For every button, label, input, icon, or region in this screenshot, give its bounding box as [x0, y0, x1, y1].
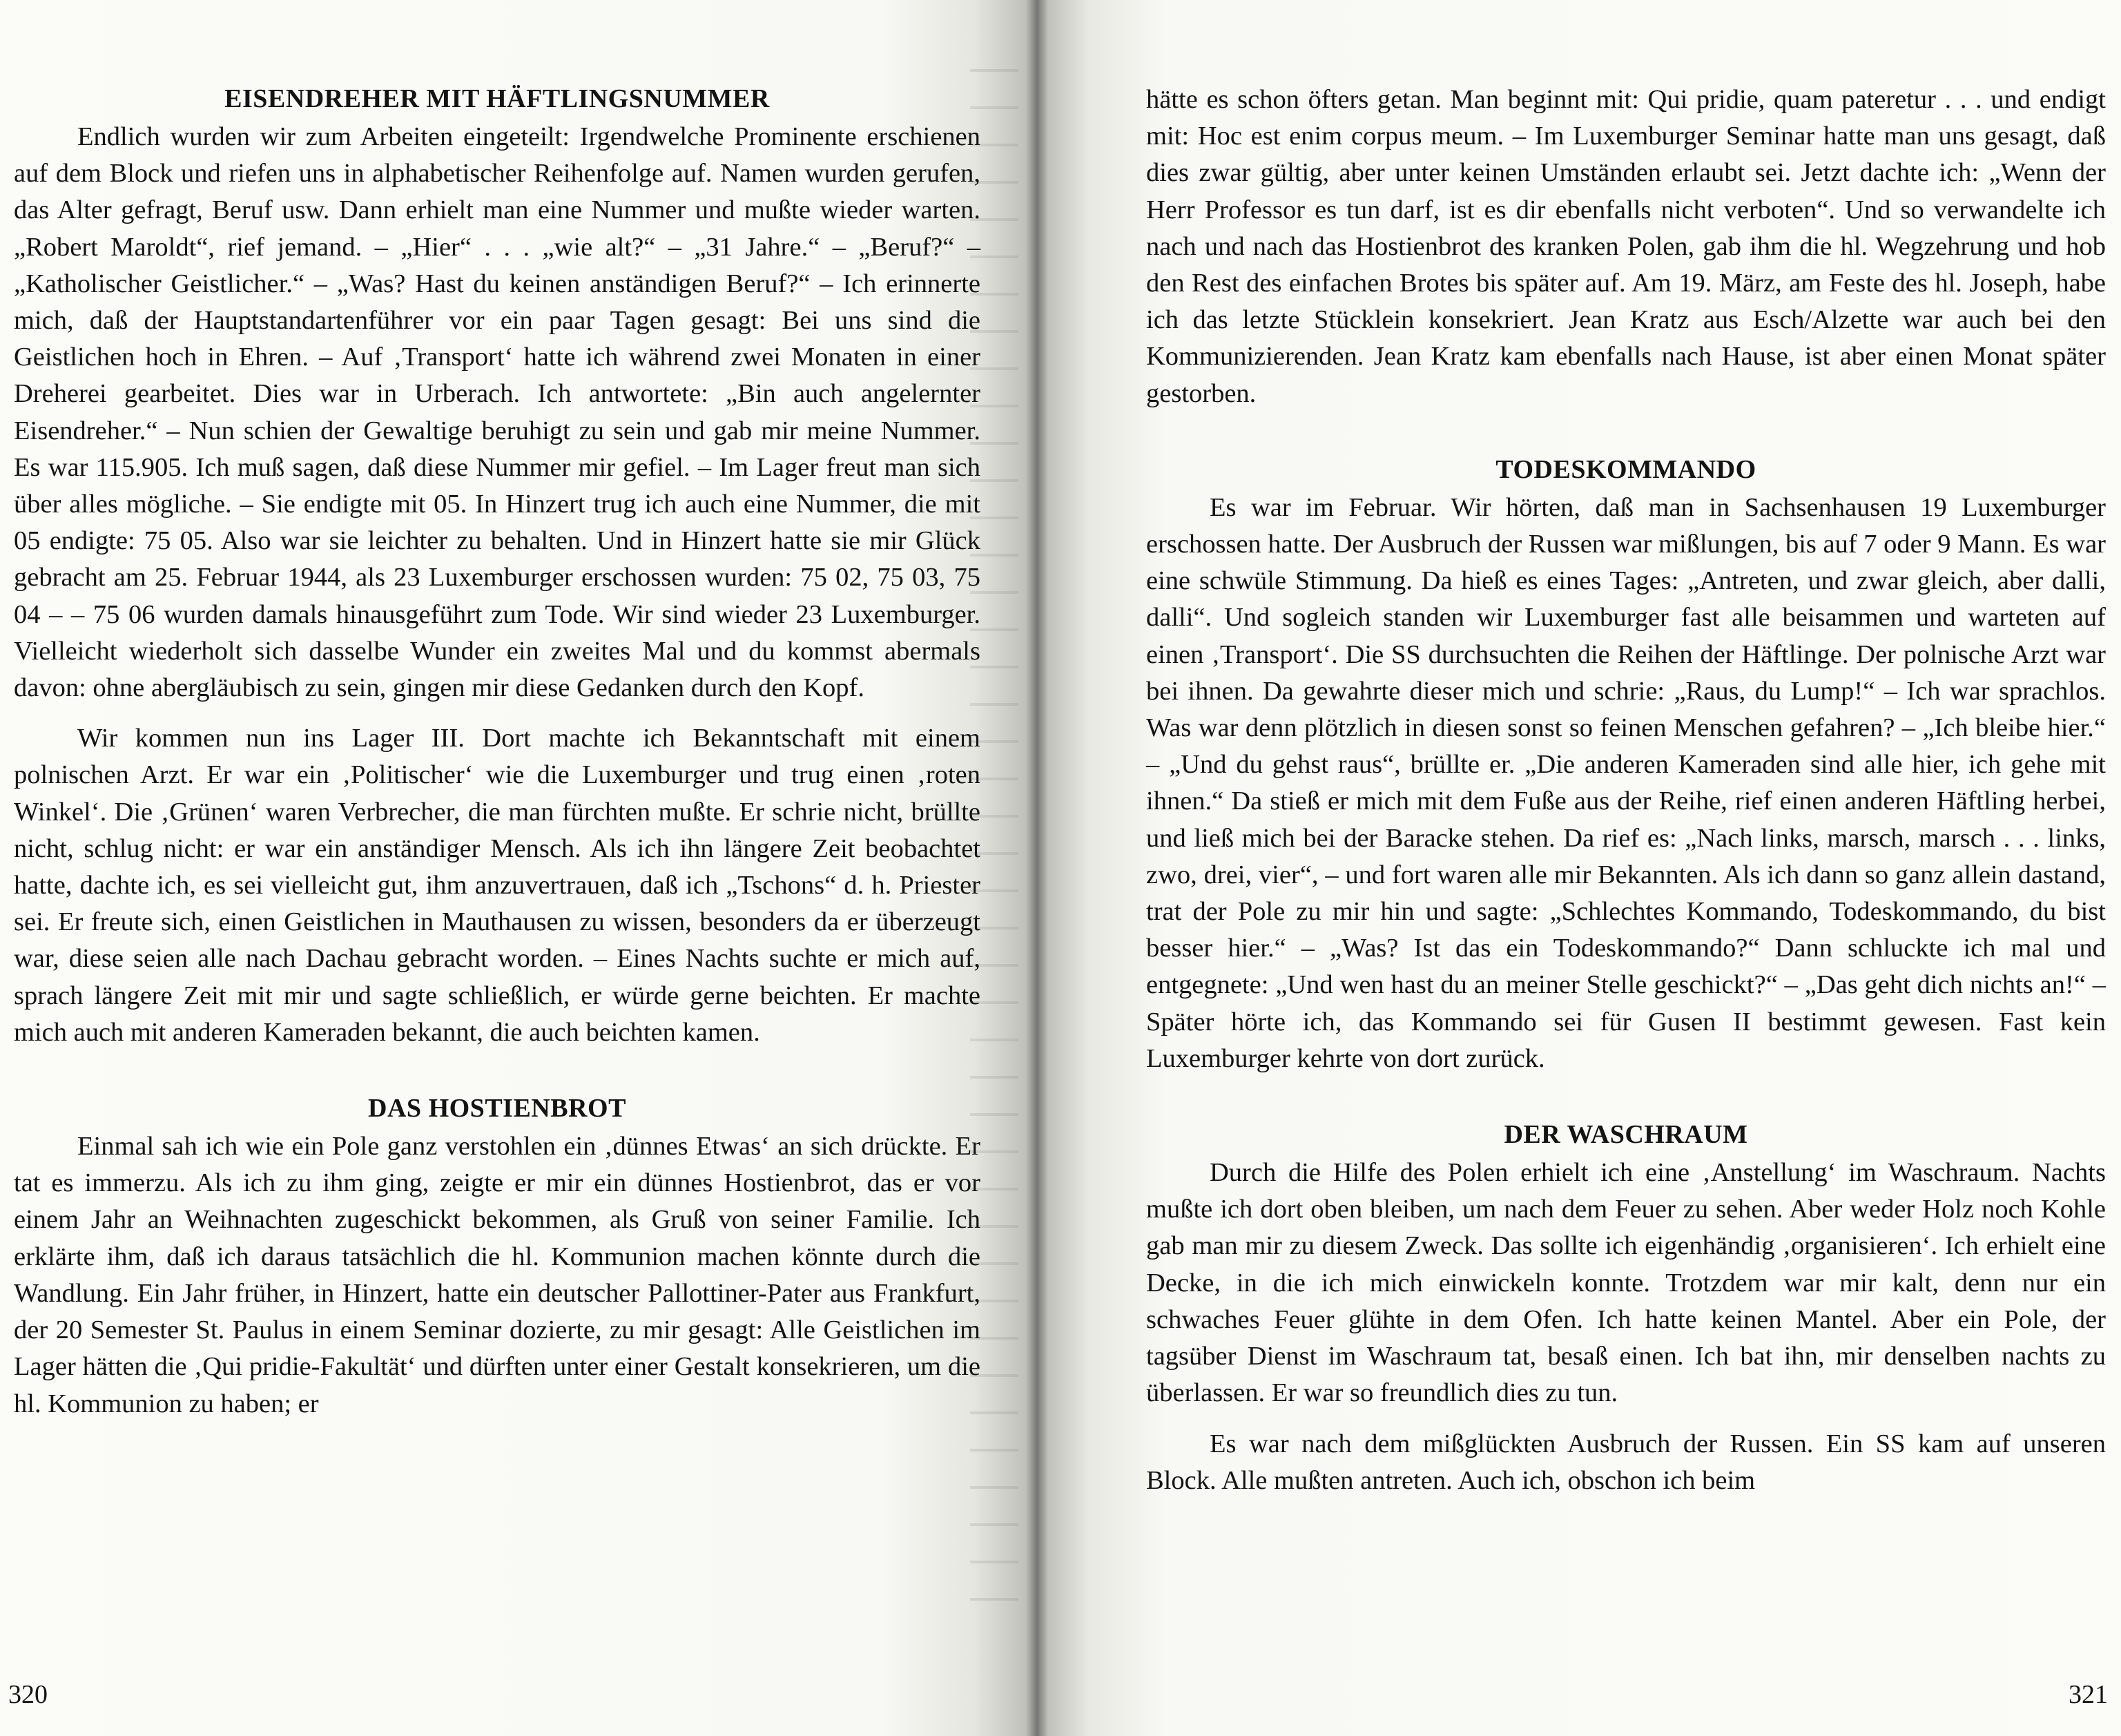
- right-page-text: [1146, 81, 2106, 1499]
- section-heading-eisendreher: EISENDREHER MIT HÄFTLINGSNUMMER: [224, 84, 770, 113]
- paragraph: Endlich wurden wir zum Arbeiten eingeteilt: Irgendwelche Prominente erschienen auf dem Block und riefen uns in alphabetischer Reihenfolge auf. Namen wurden gerufen, das Alter gefragt, Beruf usw. Dann erhielt man eine Nummer und mußte wieder warten. „Robert Maroldt“, rief jemand. – „Hier“ . . . „wie alt?“ – „31 Jahre.“ – „Beruf?“ – „Katholischer Geistlicher.“ – „Was? Hast du keinen anständigen Beruf?“ – Ich erinnerte mich, daß der Hauptstandartenführer vor ein paar Tagen gesagt: Bei uns sind die Geistlichen hoch in Ehren. – Auf ‚Transport‘ hatte ich während zwei Monaten in einer Dreherei gearbeitet. Dies war in Urberach. Ich antwortete: „Bin auch angelernter Eisendreher.“ – Nun schien der Gewaltige beruhigt zu sein und gab mir meine Nummer. Es war 115.905. Ich muß sagen, daß diese Nummer mir gefiel. – Im Lager freut man sich über alles mögliche. – Sie endigte mit 05. In Hinzert trug ich auch eine Nummer, die mit 05 endigte: 75 05. Also war sie leichter zu behalten. Und in Hinzert hatte sie mir Glück gebracht am 25. Februar 1944, als 23 Luxemburger erschossen wurden: 75 02, 75 03, 75 04 – – 75 06 wurden damals hinausgeführt zum Tode. Wir sind wieder 23 Luxemburger. Vielleicht wiederholt sich dasselbe Wunder ein zweites Mal und du kommst abermals davon: ohne abergläubisch zu sein, gingen mir diese Gedanken durch den Kopf.: [14, 122, 980, 703]
- section-heading-waschraum: DER WASCHRAUM: [1504, 1120, 1748, 1150]
- paragraph: Einmal sah ich wie ein Pole ganz verstohlen ein ‚dünnes Etwas‘ an sich drückte. Er tat es immerzu. Als ich zu ihm ging, zeigte er mir ein dünnes Hostienbrot, das er vor einem Jahr an Weihnachten zugeschickt bekommen, als Gruß von seiner Familie. Ich erklärte ihm, daß ich daraus tatsächlich die hl. Kommunion machen könnte durch die Wandlung. Ein Jahr früher, in Hinzert, hatte ein deutscher Pallottiner-Pater aus Frankfurt, der 20 Semester St. Paulus in einem Seminar dozierte, zu mir gesagt: Alle Geistlichen im Lager hätten die ‚Qui pridie-Fakultät‘ und dürften unter einer Gestalt konsekrieren, um die hl. Kommunion zu haben; er: [14, 1132, 980, 1418]
- page-number-right: 321: [2069, 1680, 2108, 1709]
- section-heading-todeskommando: TODESKOMMANDO: [1495, 454, 1756, 484]
- paragraph: Durch die Hilfe des Polen erhielt ich eine ‚Anstellung‘ im Waschraum. Nachts mußte ich dort oben bleiben, um nach dem Feuer zu sehen. Aber weder Holz noch Kohle gab man mir zu diesem Zweck. Das sollte ich eigenhändig ‚organisieren‘. Ich erhielt eine Decke, in die ich mich einwickeln konnte. Trotzdem war mir kalt, denn nur ein schwaches Feuer glühte in dem Ofen. Ich hatte keinen Mantel. Aber ein Pole, der tagsüber Dienst im Waschraum tat, besaß einen. Ich bat ihn, mir denselben nachts zu überlassen. Er war so freundlich dies zu tun.: [1146, 1158, 2106, 1408]
- paragraph: Wir kommen nun ins Lager III. Dort machte ich Bekanntschaft mit einem polnischen Arzt. Er war ein ‚Politischer‘ wie die Luxemburger und trug einen ‚roten Winkel‘. Die ‚Grünen‘ waren Verbrecher, die man fürchten mußte. Er schrie nicht, brüllte nicht, schlug nicht: er war ein anständiger Mensch. Als ich ihn längere Zeit beobachtet hatte, dachte ich, es sei vielleicht gut, ihm anzuvertrauen, daß ich „Tschons“ d. h. Priester sei. Er freute sich, einen Geistlichen in Mauthausen zu wissen, besonders da er überzeugt war, diese seien alle nach Dachau gebracht worden. – Eines Nachts suchte er mich auf, sprach längere Zeit mit mir und sagte schließlich, er würde gerne beichten. Er machte mich auch mit anderen Kameraden bekannt, die auch beichten kamen.: [14, 724, 980, 1047]
- page-number-left: 320: [8, 1680, 48, 1709]
- paragraph-continuation: hätte es schon öfters getan. Man beginnt mit: Qui pridie, quam pateretur . . . und endigt mit: Hoc est enim corpus meum. – Im Luxemburger Seminar hatte man uns gesagt, daß dies zwar gültig, aber unter keinen Umständen erlaubt sei. Jetzt dachte ich: „Wenn der Herr Professor es tun darf, ist es dir ebenfalls nicht verboten“. Und so verwandelte ich nach und nach das Hostienbrot des kranken Polen, gab ihm die hl. Wegzehrung und hob den Rest des einfachen Brotes bis später auf. Am 19. März, am Feste des hl. Joseph, habe ich das letzte Stücklein konsekriert. Jean Kratz aus Esch/Alzette war auch bei den Kommunizierenden. Jean Kratz kam ebenfalls nach Hause, ist aber einen Monat später gestorben.: [1146, 85, 2106, 408]
- left-page-text: [14, 81, 980, 1422]
- section-heading-hostienbrot: DAS HOSTIENBROT: [368, 1094, 626, 1123]
- paragraph: Es war nach dem mißglückten Ausbruch der Russen. Ein SS kam auf unseren Block. Alle mußten antreten. Auch ich, obschon ich beim: [1146, 1429, 2106, 1495]
- paragraph: Es war im Februar. Wir hörten, daß man in Sachsenhausen 19 Luxemburger erschossen hatte. Der Ausbruch der Russen war mißlungen, bis auf 7 oder 9 Mann. Es war eine schwüle Stimmung. Da hieß es eines Tages: „Antreten, und zwar gleich, aber dalli, dalli“. Und sogleich standen wir Luxemburger fast alle beisammen und warteten auf einen ‚Transport‘. Die SS durchsuchten die Reihen der Häftlinge. Der polnische Arzt war bei ihnen. Da gewahrte dieser mich und schrie: „Raus, du Lump!“ – Ich war sprachlos. Was war denn plötzlich in diesen sonst so feinen Menschen gefahren? – „Ich bleibe hier.“ – „Und du gehst raus“, brüllte er. „Die anderen Kameraden sind alle hier, ich gehe mit ihnen.“ Da stieß er mich mit dem Fuße aus der Reihe, rief einen anderen Häftling herbei, und ließ mich bei der Baracke stehen. Da rief es: „Nach links, marsch, marsch . . . links, zwo, drei, vier“, – und fort waren alle mir Bekannten. Als ich dann so ganz allein dastand, trat der Pole zu mir hin und sagte: „Schlechtes Kommando, Todeskommando, du bist besser hier.“ – „Was? Ist das ein Todeskommando?“ Dann schluckte ich mal und entgegnete: „Und wen hast du an meiner Stelle geschickt?“ – „Das geht dich nichts an!“ – Später hörte ich, das Kommando sei für Gusen II bestimmt gewesen. Fast kein Luxemburger kehrte von dort zurück.: [1146, 492, 2106, 1073]
- book-gutter: [1026, 0, 1048, 1736]
